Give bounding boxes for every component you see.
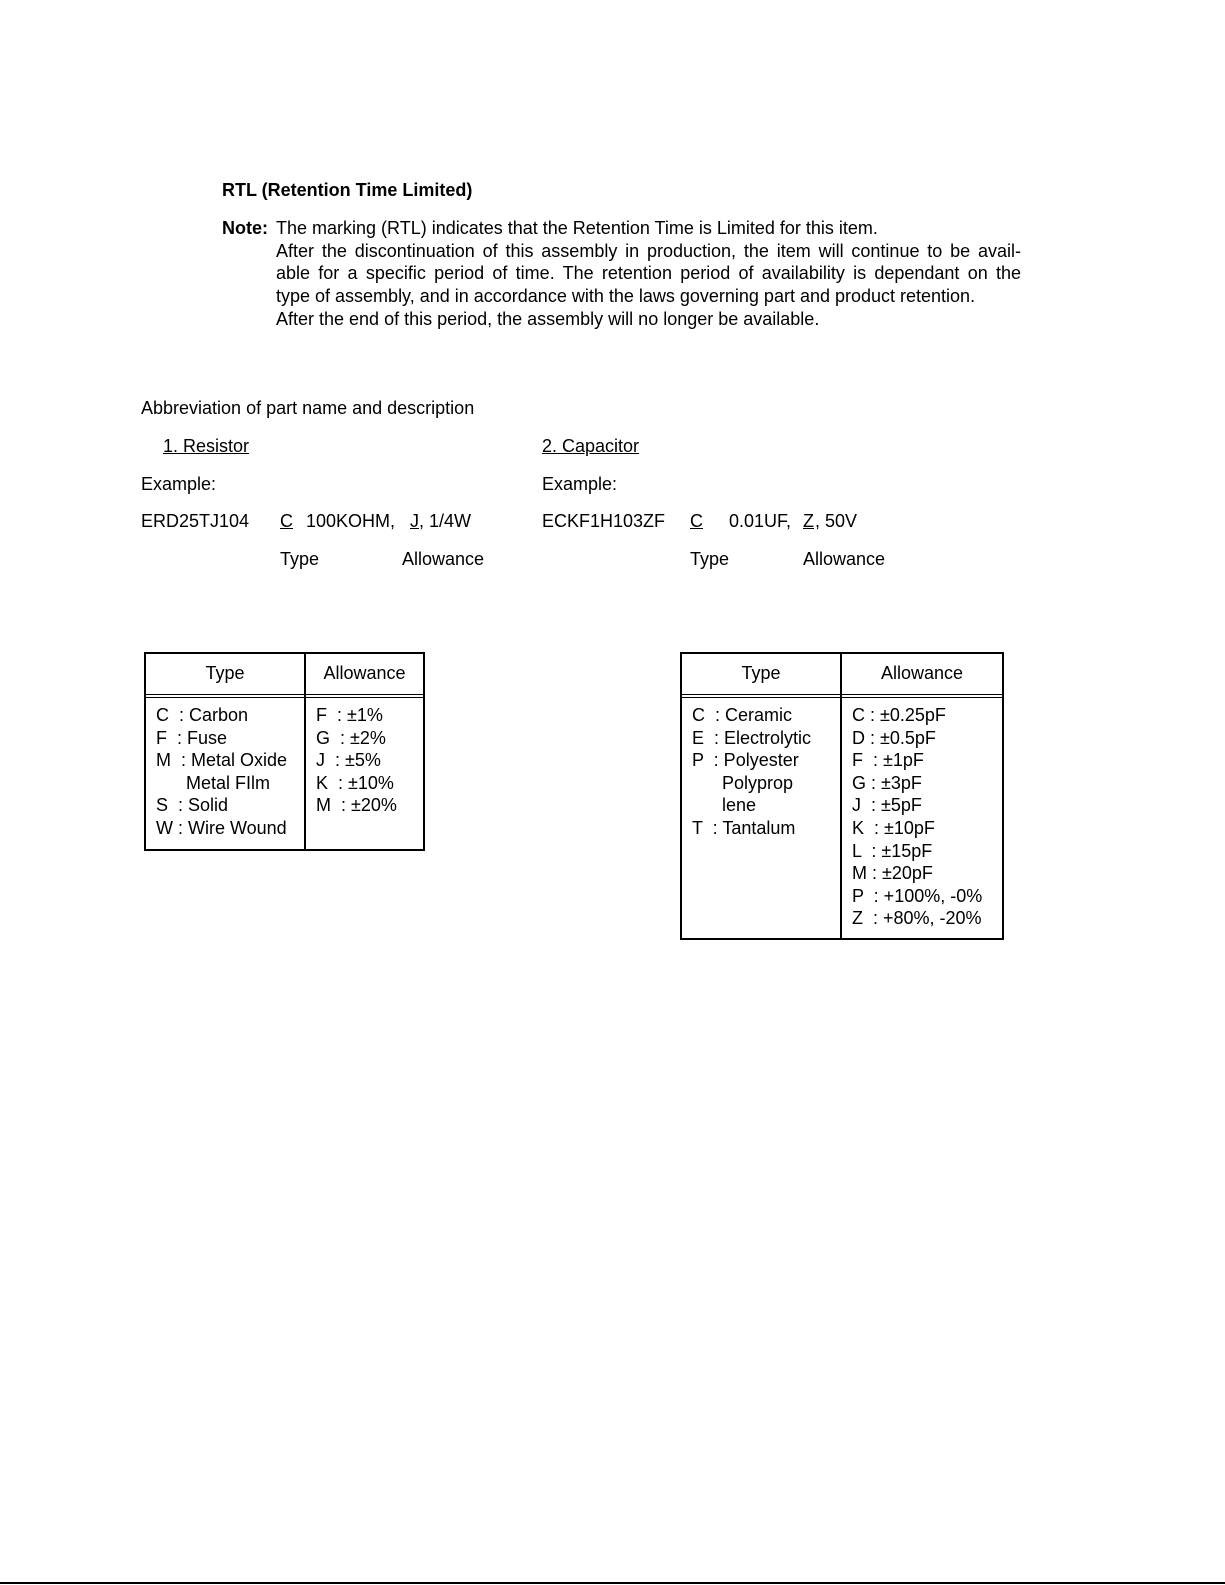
resistor-value: 100KOHM, bbox=[306, 511, 396, 531]
column-divider bbox=[840, 654, 842, 938]
type-rows: C : Carbon F : Fuse M : Metal Oxide Metal FIlm S : Solid W : Wire Wound bbox=[156, 705, 288, 838]
type-rows: C : Ceramic E : Electrolytic P : Polyester Polyprop lene T : Tantalum bbox=[692, 705, 812, 838]
allowance-rows: C : ±0.25pF D : ±0.5pF F : ±1pF G : ±3pF J : ±5pF K : ±10pF L : ±15pF M : ±20pF P : +100%, -0% Z : +80%, -20% bbox=[852, 705, 983, 929]
note-line: able for a specific period of time. The retention period of availability is dependant on the bbox=[276, 263, 1021, 283]
capacitor-allowance-label: Allowance bbox=[803, 549, 886, 569]
capacitor-example-label: Example: bbox=[542, 474, 618, 494]
resistor-allow-code: J bbox=[410, 511, 419, 531]
resistor-part: ERD25TJ104 bbox=[141, 511, 250, 531]
resistor-type-code: C bbox=[280, 511, 293, 531]
resistor-allowance-label: Allowance bbox=[402, 549, 485, 569]
header-type: Type bbox=[205, 663, 245, 683]
rtl-title: RTL (Retention Time Limited) bbox=[222, 180, 473, 200]
note-label: Note: bbox=[222, 218, 268, 238]
note-line: After the discontinuation of this assembly in production, the item will continue to be avail- bbox=[276, 241, 1021, 261]
note-line: The marking (RTL) indicates that the Retention Time is Limited for this item. bbox=[276, 218, 878, 238]
capacitor-part: ECKF1H103ZF bbox=[542, 511, 666, 531]
capacitor-value: 0.01UF, bbox=[729, 511, 792, 531]
header-type: Type bbox=[741, 663, 781, 683]
resistor-table bbox=[144, 652, 425, 851]
allowance-rows: F : ±1% G : ±2% J : ±5% K : ±10% M : ±20% bbox=[316, 705, 397, 816]
capacitor-allow-code: Z bbox=[803, 511, 814, 531]
capacitor-title: 2. Capacitor bbox=[542, 436, 640, 456]
abbreviation-heading: Abbreviation of part name and description bbox=[141, 398, 475, 418]
note-line: After the end of this period, the assembly will no longer be available. bbox=[276, 309, 820, 329]
capacitor-type-label: Type bbox=[690, 549, 730, 569]
page-edge-line bbox=[0, 1582, 1225, 1584]
resistor-suffix: , 1/4W bbox=[419, 511, 472, 531]
resistor-example-label: Example: bbox=[141, 474, 217, 494]
capacitor-suffix: , 50V bbox=[815, 511, 858, 531]
capacitor-table bbox=[680, 652, 1004, 940]
header-allowance: Allowance bbox=[880, 663, 964, 683]
header-allowance: Allowance bbox=[323, 663, 406, 683]
resistor-title: 1. Resistor bbox=[163, 436, 250, 456]
resistor-type-label: Type bbox=[280, 549, 320, 569]
note-line: type of assembly, and in accordance with the laws governing part and product retention. bbox=[276, 286, 976, 306]
capacitor-type-code: C bbox=[690, 511, 703, 531]
